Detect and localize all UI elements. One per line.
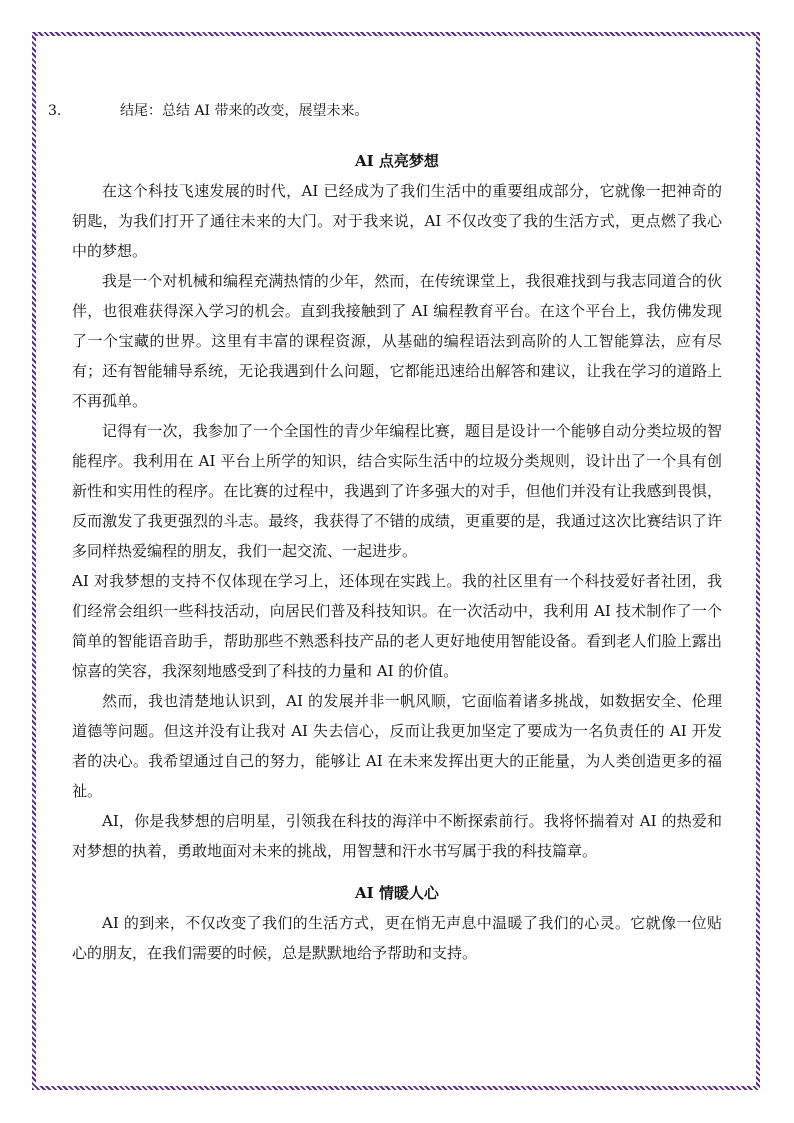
paragraph: AI 对我梦想的支持不仅体现在学习上，还体现在实践上。我的社区里有一个科技爱好者社团，我们经常会组织一些科技活动，向居民们普及科技知识。在一次活动中，我利用 AI 技术制作了一个简单的智能语音助手，帮助那些不熟悉科技产品的老人更好地使用智能设备。看到老人们脸上露出惊喜的笑容，我深刻地感受到了科技的力量和 AI 的价值。 [72,572,722,680]
section-title-ai-dream: AI 点亮梦想 [355,152,439,170]
section-title-ai-warmth: AI 情暖人心 [355,884,439,902]
document-body [72,146,722,968]
paragraph: 在这个科技飞速发展的时代，AI 已经成为了我们生活中的重要组成部分，它就像一把神奇的钥匙，为我们打开了通往未来的大门。对于我来说，AI 不仅改变了我的生活方式，更点燃了我心中的梦想。 [72,182,722,260]
paragraph: AI，你是我梦想的启明星，引领我在科技的海洋中不断探索前行。我将怀揣着对 AI 的热爱和对梦想的执着，勇敢地面对未来的挑战，用智慧和汗水书写属于我的科技篇章。 [72,812,722,860]
paragraph: 我是一个对机械和编程充满热情的少年，然而，在传统课堂上，我很难找到与我志同道合的伙伴，也很难获得深入学习的机会。直到我接触到了 AI 编程教育平台。在这个平台上，我仿佛发现了一个宝藏的世界。这里有丰富的课程资源，从基础的编程语法到高阶的人工智能算法，应有尽有；还有智能辅导系统，无论我遇到什么问题，它都能迅速给出解答和建议，让我在学习的道路上不再孤单。 [72,272,722,410]
paragraph: 记得有一次，我参加了一个全国性的青少年编程比赛，题目是设计一个能够自动分类垃圾的智能程序。我利用在 AI 平台上所学的知识，结合实际生活中的垃圾分类规则，设计出了一个具有创新性和实用性的程序。在比赛的过程中，我遇到了许多强大的对手，但他们并没有让我感到畏惧，反而激发了我更强烈的斗志。最终，我获得了不错的成绩，更重要的是，我通过这次比赛结识了许多同样热爱编程的朋友，我们一起交流、一起进步。 [72,422,722,560]
paragraph: 然而，我也清楚地认识到，AI 的发展并非一帆风顺，它面临着诸多挑战，如数据安全、伦理道德等问题。但这并没有让我对 AI 失去信心，反而让我更加坚定了要成为一名负责任的 AI 开发者的决心。我希望通过自己的努力，能够让 AI 在未来发挥出更大的正能量，为人类创造更多的福祉。 [72,692,722,800]
list-number: 3. [48,103,62,119]
paragraph: AI 的到来，不仅改变了我们的生活方式，更在悄无声息中温暖了我们的心灵。它就像一位贴心的朋友，在我们需要的时候，总是默默地给予帮助和支持。 [72,914,722,962]
list-text: 结尾：总结 AI 带来的改变，展望未来。 [120,103,369,119]
list-item [48,98,369,124]
